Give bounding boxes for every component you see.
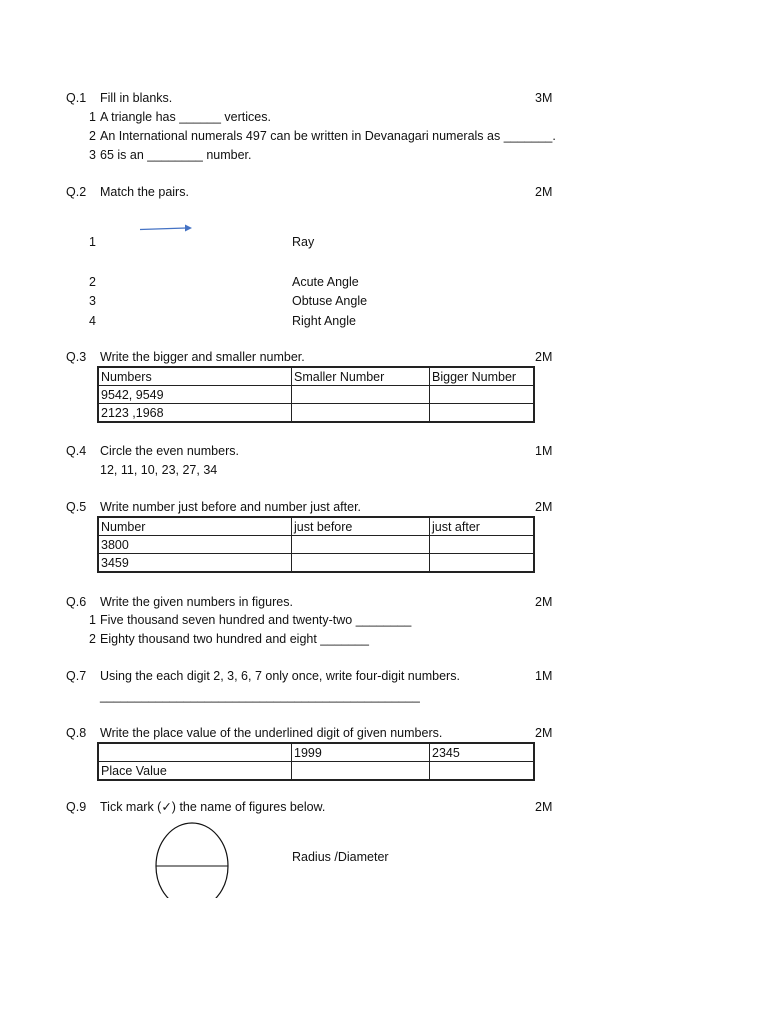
q8-marks: 2M: [535, 726, 553, 740]
q2-left-item: 1: [89, 235, 96, 249]
q8-title: Write the place value of the underlined digit of given numbers.: [100, 726, 443, 740]
q2-right-item: Obtuse Angle: [292, 294, 368, 308]
q8-number: Q.8: [66, 726, 87, 740]
table-header-cell: Number: [98, 517, 292, 536]
answer-cell[interactable]: [292, 554, 430, 573]
answer-cell[interactable]: [430, 404, 535, 423]
q1-number: Q.1: [66, 91, 87, 105]
q4-marks: 1M: [535, 444, 553, 458]
q6-item-text: Five thousand seven hundred and twenty-two ________: [100, 613, 412, 627]
q3-table: [97, 366, 535, 423]
q6-marks: 2M: [535, 595, 553, 609]
q3-number: Q.3: [66, 350, 87, 364]
ray-arrow-figure: [138, 222, 196, 236]
table-header-cell: Numbers: [98, 367, 292, 386]
table-cell: 2123 ,1968: [98, 404, 292, 423]
table-header-row: [98, 517, 534, 536]
answer-cell[interactable]: [292, 762, 430, 781]
answer-cell[interactable]: [430, 554, 535, 573]
q3-marks: 2M: [535, 350, 553, 364]
q7-title: Using the each digit 2, 3, 6, 7 only once, write four-digit numbers.: [100, 669, 460, 683]
q6-item-text: Eighty thousand two hundred and eight _______: [100, 632, 369, 646]
q5-marks: 2M: [535, 500, 553, 514]
q6-number: Q.6: [66, 595, 87, 609]
q6-title: Write the given numbers in figures.: [100, 595, 293, 609]
q2-left-item: 3: [89, 294, 96, 308]
q8-table: [97, 742, 535, 781]
table-row: [98, 404, 534, 423]
table-cell: 9542, 9549: [98, 386, 292, 404]
q5-number: Q.5: [66, 500, 87, 514]
q2-left-item: 4: [89, 314, 96, 328]
q9-option: Radius /Diameter: [292, 850, 389, 864]
table-row: [98, 762, 534, 781]
q7-number: Q.7: [66, 669, 87, 683]
q5-table: [97, 516, 535, 573]
q4-number: Q.4: [66, 444, 87, 458]
table-row: [98, 554, 534, 573]
table-cell: 3800: [98, 536, 292, 554]
q4-title: Circle the even numbers.: [100, 444, 239, 458]
answer-cell[interactable]: [292, 386, 430, 404]
table-header-cell: Bigger Number: [430, 367, 535, 386]
q1-item-text: 65 is an ________ number.: [100, 148, 252, 162]
q6-item-number: 2: [89, 632, 96, 646]
q1-item-text: An International numerals 497 can be written in Devanagari numerals as _______.: [100, 129, 556, 143]
q5-title: Write number just before and number just after.: [100, 500, 362, 514]
q2-right-item: Right Angle: [292, 314, 356, 328]
q7-marks: 1M: [535, 669, 553, 683]
q2-title: Match the pairs.: [100, 185, 189, 199]
q1-item-text: A triangle has ______ vertices.: [100, 110, 271, 124]
q2-right-item: Ray: [292, 235, 315, 249]
q2-left-item: 2: [89, 275, 96, 289]
table-header-cell: 1999: [292, 743, 430, 762]
table-cell: Place Value: [98, 762, 292, 781]
table-row: [98, 536, 534, 554]
q4-numbers: 12, 11, 10, 23, 27, 34: [100, 463, 218, 477]
q1-title: Fill in blanks.: [100, 91, 173, 105]
table-header-row: [98, 743, 534, 762]
table-cell: 3459: [98, 554, 292, 573]
table-header-cell: just before: [292, 517, 430, 536]
q1-item-number: 1: [89, 110, 96, 124]
q3-title: Write the bigger and smaller number.: [100, 350, 305, 364]
table-row: [98, 386, 534, 404]
q9-marks: 2M: [535, 800, 553, 814]
table-header-cell: [98, 743, 292, 762]
answer-cell[interactable]: [430, 386, 535, 404]
circle-diameter-figure: [150, 820, 236, 900]
table-header-cell: Smaller Number: [292, 367, 430, 386]
answer-cell[interactable]: [292, 404, 430, 423]
table-header-row: [98, 367, 534, 386]
q7-answer-line[interactable]: ______________________________________________: [100, 689, 420, 703]
q2-number: Q.2: [66, 185, 87, 199]
q2-marks: 2M: [535, 185, 553, 199]
q1-item-number: 3: [89, 148, 96, 162]
q1-item-number: 2: [89, 129, 96, 143]
q1-marks: 3M: [535, 91, 553, 105]
table-header-cell: 2345: [430, 743, 535, 762]
answer-cell[interactable]: [430, 536, 535, 554]
answer-cell[interactable]: [292, 536, 430, 554]
table-header-cell: just after: [430, 517, 535, 536]
q2-right-item: Acute Angle: [292, 275, 359, 289]
q9-title: Tick mark (✓) the name of figures below.: [100, 800, 326, 814]
answer-cell[interactable]: [430, 762, 535, 781]
q9-number: Q.9: [66, 800, 87, 814]
q6-item-number: 1: [89, 613, 96, 627]
